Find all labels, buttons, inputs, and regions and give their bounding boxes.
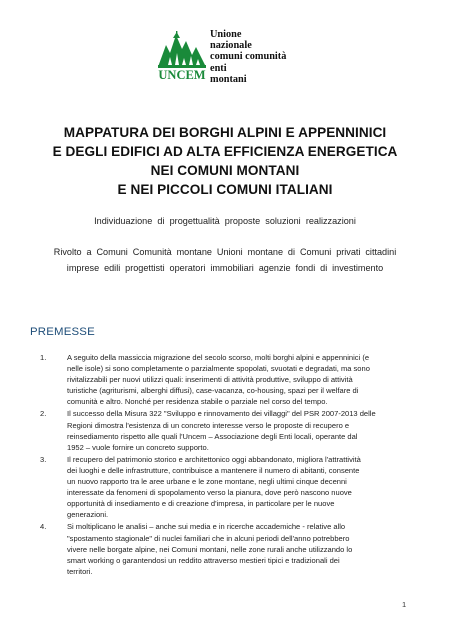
list-item xyxy=(40,521,420,576)
logo-acronym: UNCEM xyxy=(158,68,206,81)
paragraph-line: Regioni dimostra l'esistenza di un concreto interesse verso le proposte di recupero e xyxy=(67,420,350,430)
list-item-text xyxy=(67,454,420,521)
paragraph-line: rivitalizzabili per nuovi utilizzi quali: inserimenti di attività produttive, sviluppo di attività xyxy=(67,375,353,385)
paragraph-line: 1952 – vuole fornire un concreto supporto. xyxy=(67,442,209,452)
document-subtitle: Individuazione di progettualità proposte soluzioni realizzazioni xyxy=(94,216,356,226)
title-line: E DEGLI EDIFICI AD ALTA EFFICIENZA ENERGETICA xyxy=(52,144,398,159)
premesse-list xyxy=(40,352,420,578)
list-item-number: 1. xyxy=(40,353,47,362)
paragraph-line: "spostamento stagionale" di nuclei familiari che in alcuni periodi dell'anno potrebbero xyxy=(67,533,350,543)
uncem-logo xyxy=(156,27,316,85)
paragraph-line: comunità e altro. Nonché per residenza stabile o parziale nel corso del tempo. xyxy=(67,397,328,407)
uncem-emblem-icon xyxy=(156,27,208,81)
section-heading: PREMESSE xyxy=(30,326,95,338)
logo-line: montani xyxy=(210,73,247,85)
audience-line: imprese edili progettisti operatori immobiliari agenzie fondi di investimento xyxy=(66,263,384,273)
paragraph-line: Il recupero del patrimonio storico e architettonico oggi abbandonato, migliora l'attrattività xyxy=(67,454,361,464)
page-number: 1 xyxy=(402,600,407,609)
paragraph-line: vivere nelle borgate alpine, nei Comuni montani, nelle zone rurali anche utilizzando lo xyxy=(67,544,353,554)
target-audience xyxy=(0,244,450,276)
logo-line: comuni comunità xyxy=(210,51,287,63)
logo-line: nazionale xyxy=(210,40,252,52)
paragraph-line: reinsediamento rispetto alle quali l'Uncem – Associazione degli Enti locali, operante dal xyxy=(67,431,358,441)
list-item xyxy=(40,408,420,452)
logo-line: Unione xyxy=(210,29,242,40)
paragraph-line: smart working o garantendosi un reddito attraverso mestieri tipici e tradizionali dei xyxy=(67,555,340,565)
paragraph-line: turistiche (agriturismi, alberghi diffusi), case-vacanza, co-housing, spazi per il welfare di xyxy=(67,386,359,396)
paragraph-line: generazioni. xyxy=(67,510,109,520)
list-item-text xyxy=(67,352,420,407)
title-line: MAPPATURA DEI BORGHI ALPINI E APPENNINICI xyxy=(63,125,387,140)
paragraph-line: territori. xyxy=(67,566,93,576)
logo-line: enti xyxy=(210,62,227,74)
list-item-number: 4. xyxy=(40,522,47,532)
paragraph-line: nelle isole) si sono completamente o parzialmente spopolati, svuotati e degradati, ma sono xyxy=(67,364,370,374)
paragraph-line: A seguito della massiccia migrazione del secolo scorso, molti borghi alpini e appenninici (e xyxy=(67,353,370,362)
list-item-text xyxy=(67,521,420,576)
list-item-number: 3. xyxy=(40,454,47,464)
paragraph-line: Si moltiplicano le analisi – anche sui media e in ricerche accademiche - relative allo xyxy=(67,522,346,532)
paragraph-line: Il successo della Misura 322 "Sviluppo e rinnovamento dei villaggi" del PSR 2007-2013 delle xyxy=(67,409,376,419)
list-item xyxy=(40,454,420,521)
title-line: E NEI PICCOLI COMUNI ITALIANI xyxy=(117,182,333,197)
list-item-number: 2. xyxy=(40,409,47,419)
list-item xyxy=(40,352,420,407)
logo-wordmark xyxy=(210,29,286,85)
paragraph-line: dei luoghi e delle infrastrutture, contribuisce a mantenere il numero di abitanti, consente xyxy=(67,465,360,475)
paragraph-line: interessate da fenomeni di spopolamento verso la pianura, dove però nascono nuove xyxy=(67,488,352,498)
title-line: NEI COMUNI MONTANI xyxy=(150,163,300,178)
paragraph-line: un nuovo rapporto tra le aree urbane e le zone montane, negli ultimi cinque decenni xyxy=(67,477,347,487)
audience-line: Rivolto a Comuni Comunità montane Unioni montane di Comuni privati cittadini xyxy=(53,247,397,257)
paragraph-line: opportunità di insediamento e di creazione d'impresa, in particolare per le nuove xyxy=(67,499,335,509)
list-item-text xyxy=(67,408,420,452)
document-title xyxy=(0,123,450,199)
